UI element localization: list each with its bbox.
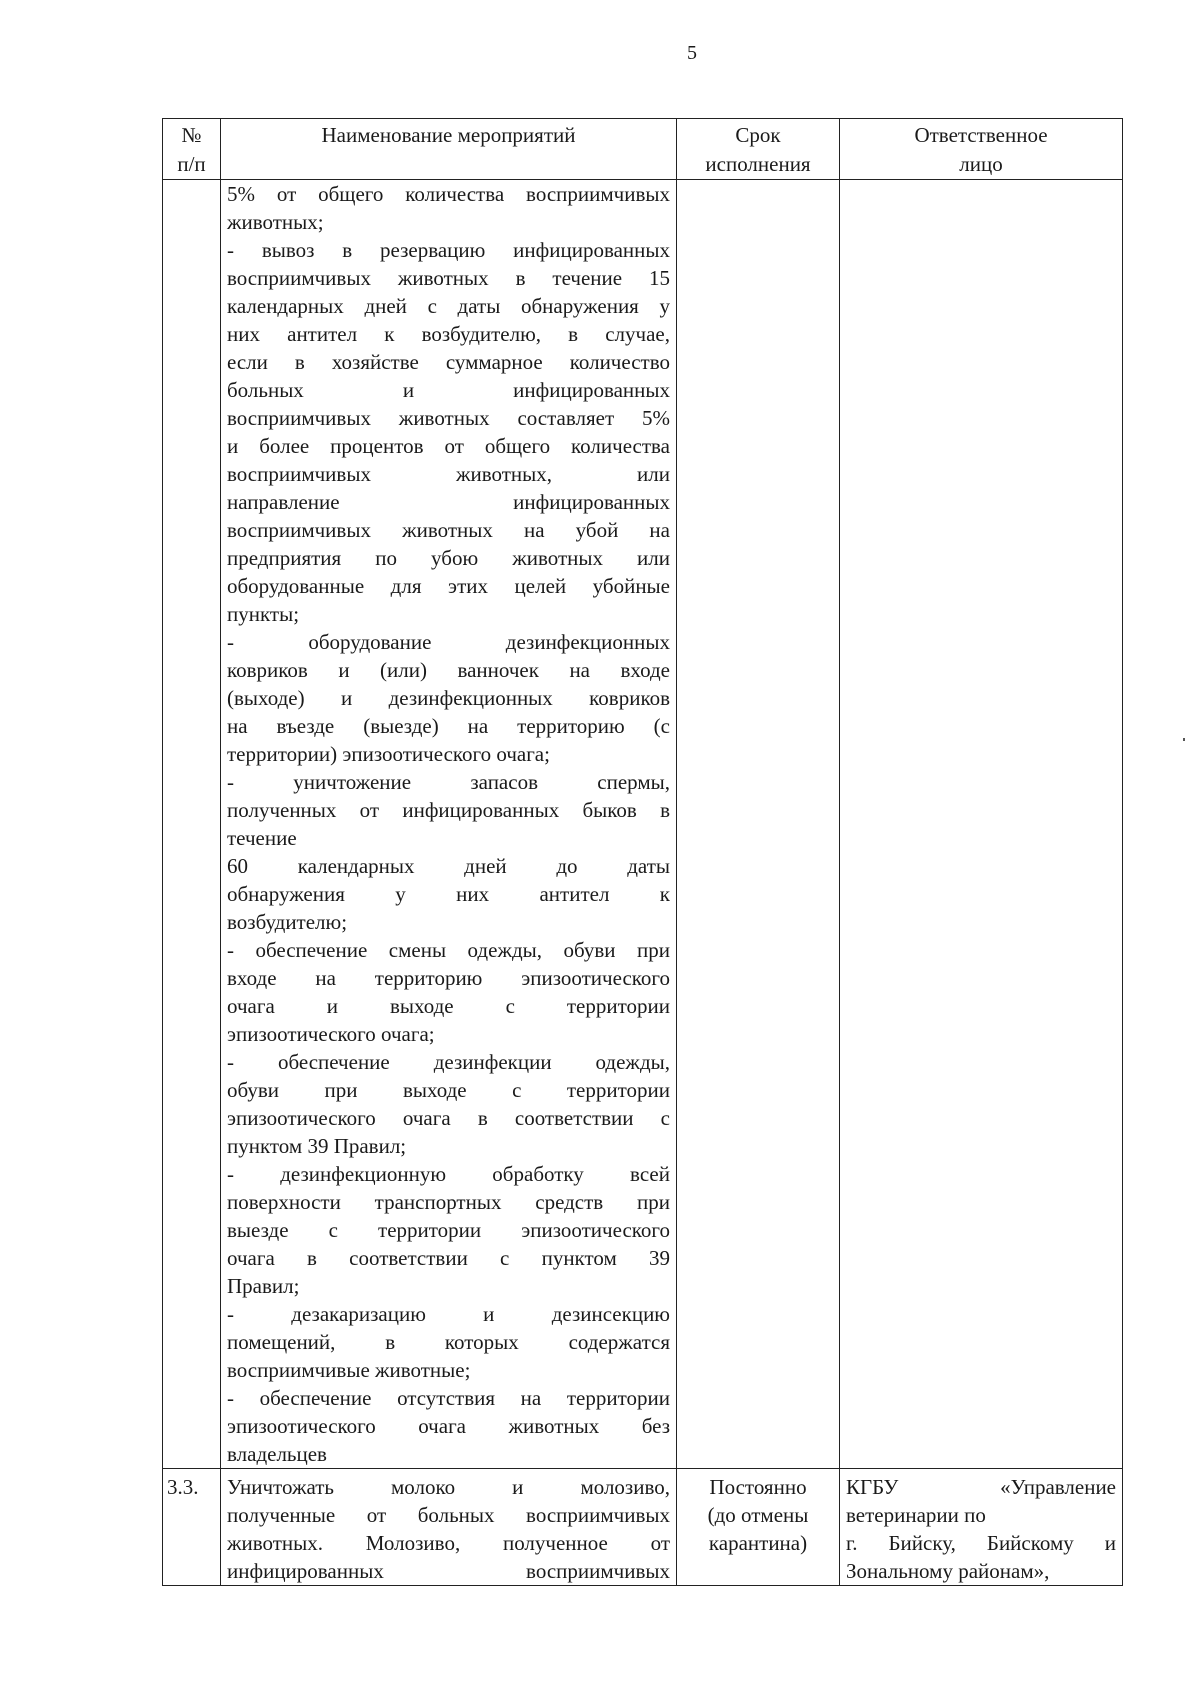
- measures-3-3-text-line: животных. Молозиво, полученное от: [227, 1531, 670, 1555]
- term-3-3-text-line: Постоянно: [709, 1475, 807, 1499]
- measures-text-line: - оборудование дезинфекционных: [227, 630, 670, 654]
- header-num: [163, 119, 221, 180]
- measures-text-line: пунктом 39 Правил;: [227, 1134, 407, 1158]
- header-num-line1: №: [181, 123, 202, 147]
- measures-text-line: территории) эпизоотического очага;: [227, 742, 550, 766]
- responsible-3-3-text-line: Зональному районам»,: [846, 1559, 1050, 1583]
- measures-text-line: очага и выходе с территории: [227, 994, 670, 1018]
- measures-text-line: - обеспечение смены одежды, обуви при: [227, 938, 670, 962]
- measures-text-line: восприимчивые животные;: [227, 1358, 471, 1382]
- measures-text-line: восприимчивых животных, или: [227, 462, 670, 486]
- measures-text-line: животных;: [227, 210, 324, 234]
- measures-text-line: обнаружения у них антител к: [227, 882, 670, 906]
- measures-3-3-text-line: полученные от больных восприимчивых: [227, 1503, 670, 1527]
- measures-text-line: полученных от инфицированных быков в: [227, 798, 670, 822]
- table-header-row: [163, 119, 1123, 180]
- header-name-text: Наименование мероприятий: [321, 123, 576, 147]
- measures-text-line: и более процентов от общего количества: [227, 434, 670, 458]
- header-term: [677, 119, 840, 180]
- measures-3-3-text-line: Уничтожать молоко и молозиво,: [227, 1475, 670, 1499]
- responsible-3-3-text-line: ветеринарии по: [846, 1503, 986, 1527]
- measures-text-line: очага в соответствии с пунктом 39: [227, 1246, 670, 1270]
- table-row-continued: [163, 180, 1123, 1469]
- measures-text-line: течение: [227, 826, 297, 850]
- header-num-line2: п/п: [177, 152, 206, 176]
- measures-text-line: поверхности транспортных средств при: [227, 1190, 670, 1214]
- header-responsible-line2: лицо: [959, 152, 1003, 176]
- measures-text-line: помещений, в которых содержатся: [227, 1330, 670, 1354]
- measures-text-line: эпизоотического очага животных без: [227, 1414, 670, 1438]
- responsible-3-3-text-line: КГБУ «Управление: [846, 1475, 1116, 1499]
- measures-text-line: - обеспечение дезинфекции одежды,: [227, 1050, 670, 1074]
- measures-text-line: (выходе) и дезинфекционных ковриков: [227, 686, 670, 710]
- measures-text-line: входе на территорию эпизоотического: [227, 966, 670, 990]
- measures-text-line: 5% от общего количества восприимчивых: [227, 182, 670, 206]
- cell-responsible-empty: [840, 180, 1123, 1469]
- header-name: [221, 119, 677, 180]
- responsible-3-3-text-line: г. Бийску, Бийскому и: [846, 1531, 1116, 1555]
- measures-3-3-text-line: инфицированных восприимчивых: [227, 1559, 670, 1583]
- term-3-3-text-line: карантина): [708, 1531, 808, 1555]
- cell-measures-continued: [221, 180, 677, 1469]
- measures-text-line: - дезакаризацию и дезинсекцию: [227, 1302, 670, 1326]
- measures-text-line: пункты;: [227, 602, 300, 626]
- measures-text-line: эпизоотического очага в соответствии с: [227, 1106, 670, 1130]
- cell-measures-3-3: [221, 1469, 677, 1586]
- measures-text-line: 60 календарных дней до даты: [227, 854, 670, 878]
- measures-text-line: - уничтожение запасов спермы,: [227, 770, 670, 794]
- measures-text-line: восприимчивых животных на убой на: [227, 518, 670, 542]
- measures-text-line: календарных дней с даты обнаружения у: [227, 294, 670, 318]
- measures-text-line: - вывоз в резервацию инфицированных: [227, 238, 670, 262]
- cell-term-3-3: [677, 1469, 840, 1586]
- measures-text-line: восприимчивых животных в течение 15: [227, 266, 670, 290]
- header-term-line2: исполнения: [705, 152, 811, 176]
- cell-term-empty: [677, 180, 840, 1469]
- measures-text-line: предприятия по убою животных или: [227, 546, 670, 570]
- measures-text-line: владельцев: [227, 1442, 327, 1466]
- header-term-line1: Срок: [735, 123, 781, 147]
- measures-table: [162, 118, 1123, 1586]
- cell-num-3-3: 3.3.: [163, 1469, 221, 1586]
- measures-text-line: направление инфицированных: [227, 490, 670, 514]
- measures-text-line: ковриков и (или) ванночек на входе: [227, 658, 670, 682]
- header-responsible: [840, 119, 1123, 180]
- measures-text-line: возбудителю;: [227, 910, 348, 934]
- page-number: 5: [687, 42, 697, 64]
- measures-text-line: восприимчивых животных составляет 5%: [227, 406, 670, 430]
- header-responsible-line1: Ответственное: [914, 123, 1048, 147]
- measures-text-line: выезде с территории эпизоотического: [227, 1218, 670, 1242]
- measures-text-line: них антител к возбудителю, в случае,: [227, 322, 670, 346]
- measures-text-line: если в хозяйстве суммарное количество: [227, 350, 670, 374]
- measures-text-line: - обеспечение отсутствия на территории: [227, 1386, 670, 1410]
- measures-text-line: эпизоотического очага;: [227, 1022, 435, 1046]
- term-3-3-text-line: (до отмены: [707, 1503, 809, 1527]
- cell-responsible-3-3: [840, 1469, 1123, 1586]
- measures-text-line: больных и инфицированных: [227, 378, 670, 402]
- measures-text-line: на въезде (выезде) на территорию (с: [227, 714, 670, 738]
- table-row-3-3: [163, 1469, 1123, 1586]
- cell-num-empty: [163, 180, 221, 1469]
- measures-text-line: - дезинфекционную обработку всей: [227, 1162, 670, 1186]
- measures-text-line: оборудованные для этих целей убойные: [227, 574, 670, 598]
- measures-text-line: Правил;: [227, 1274, 300, 1298]
- measures-text-line: обуви при выходе с территории: [227, 1078, 670, 1102]
- scan-speck: [1183, 738, 1185, 741]
